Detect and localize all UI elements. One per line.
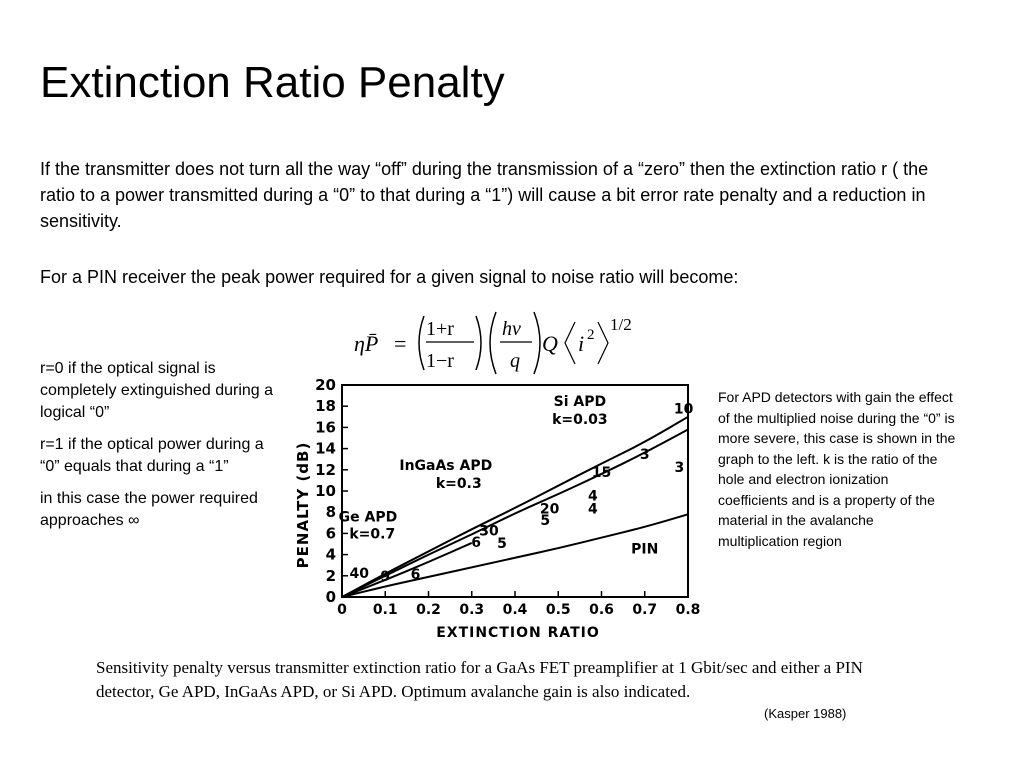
chart-annotation: 9 <box>380 569 391 586</box>
chart-annotation: Ge APD <box>338 509 398 526</box>
formula-i: i <box>578 331 585 356</box>
chart-annotation: Si APD <box>553 394 607 411</box>
formula-equals: = <box>394 331 407 356</box>
y-tick-label: 8 <box>325 503 336 522</box>
y-tick-label: 0 <box>325 588 336 606</box>
chart-annotation: 15 <box>591 465 612 482</box>
y-tick-label: 16 <box>315 418 336 437</box>
formula-power: 1/2 <box>610 315 632 334</box>
chart-annotation: PIN <box>631 541 659 558</box>
note-r1: r=1 if the optical power during a “0” equals that during a “1” <box>40 436 264 475</box>
chart-annotation: k=0.03 <box>552 412 608 429</box>
chart-annotation: 10 <box>673 401 694 418</box>
chart-annotation: k=0.3 <box>435 475 482 492</box>
chart-annotation: 4 <box>587 501 598 518</box>
x-axis-label: EXTINCTION RATIO <box>436 625 600 641</box>
series-line-si <box>342 417 688 597</box>
chart-annotation: 6 <box>410 566 421 583</box>
penalty-chart <box>290 375 710 647</box>
x-tick-label: 0.2 <box>416 602 441 618</box>
chart-annotation: 5 <box>497 536 507 553</box>
y-tick-label: 14 <box>315 439 336 458</box>
chart-annotation: k=0.7 <box>349 526 396 543</box>
left-notes <box>40 358 280 542</box>
x-tick-label: 0.5 <box>545 602 571 618</box>
apd-note: For APD detectors with gain the effect of the multiplied noise during the “0” is more severe, this case is shown in the graph to the left. k is the ratio of the hole and electron ionization coefficients and is a property of the material in the avalanche multiplication region <box>718 389 956 549</box>
x-tick-label: 0.4 <box>502 602 528 618</box>
y-tick-label: 2 <box>325 566 336 585</box>
note-infinity: in this case the power required approaches ∞ <box>40 490 258 529</box>
chart-annotation: 5 <box>540 512 551 529</box>
chart-annotation: 40 <box>349 565 370 582</box>
y-tick-label: 10 <box>315 482 336 500</box>
sensitivity-formula <box>350 308 650 378</box>
chart-annotation: 3 <box>674 459 685 476</box>
note-r0: r=0 if the optical signal is completely extinguished during a logical “0” <box>40 360 274 421</box>
pin-receiver-text: For a PIN receiver the peak power required for a given signal to noise ratio will become: <box>40 267 739 287</box>
y-tick-label: 12 <box>315 460 336 479</box>
y-axis-label: PENALTY (dB) <box>294 441 312 569</box>
chart-annotation: 30 <box>479 523 499 540</box>
chart-annotation: 20 <box>539 501 560 518</box>
slide-title: Extinction Ratio Penalty <box>40 58 505 107</box>
figure-caption: Sensitivity penalty versus transmitter extinction ratio for a GaAs FET preamplifier at 1 Gbit/sec and either a PIN detector, Ge APD, InGaAs APD, or Si APD. Optimum avalanche gain is also indicated. <box>96 658 863 701</box>
x-tick-label: 0.3 <box>459 602 485 618</box>
x-tick-label: 0 <box>337 602 347 618</box>
formula-i-exponent: 2 <box>587 327 595 343</box>
formula-num2: hν <box>502 318 521 340</box>
x-tick-label: 0.6 <box>589 602 614 618</box>
x-tick-label: 0.8 <box>675 602 701 618</box>
x-tick-label: 0.7 <box>632 602 658 618</box>
chart-annotation: 4 <box>587 488 598 505</box>
chart-annotation: 3 <box>639 447 650 464</box>
formula-den2: q <box>510 350 520 372</box>
formula-q: Q <box>542 331 558 356</box>
chart-annotation: InGaAs APD <box>399 457 493 474</box>
chart-annotation: 6 <box>471 535 481 552</box>
y-tick-label: 6 <box>325 524 336 543</box>
x-tick-label: 0.1 <box>372 602 398 618</box>
y-tick-label: 18 <box>315 397 336 416</box>
citation: (Kasper 1988) <box>764 706 847 721</box>
plot-frame <box>342 385 688 597</box>
intro-paragraph: If the transmitter does not turn all the way “off” during the transmission of a “zero” then the extinction ratio r ( the ratio to a power transmitted during a “0” to that during a “1”) will cause a bit error rate penalty and a reduction in sensitivity. <box>40 159 929 231</box>
formula-num1: 1+r <box>426 318 454 340</box>
formula-lhs: ηP̄ <box>354 331 379 356</box>
formula-den1: 1−r <box>426 350 454 372</box>
y-tick-label: 4 <box>325 545 336 564</box>
y-tick-label: 20 <box>315 376 336 394</box>
